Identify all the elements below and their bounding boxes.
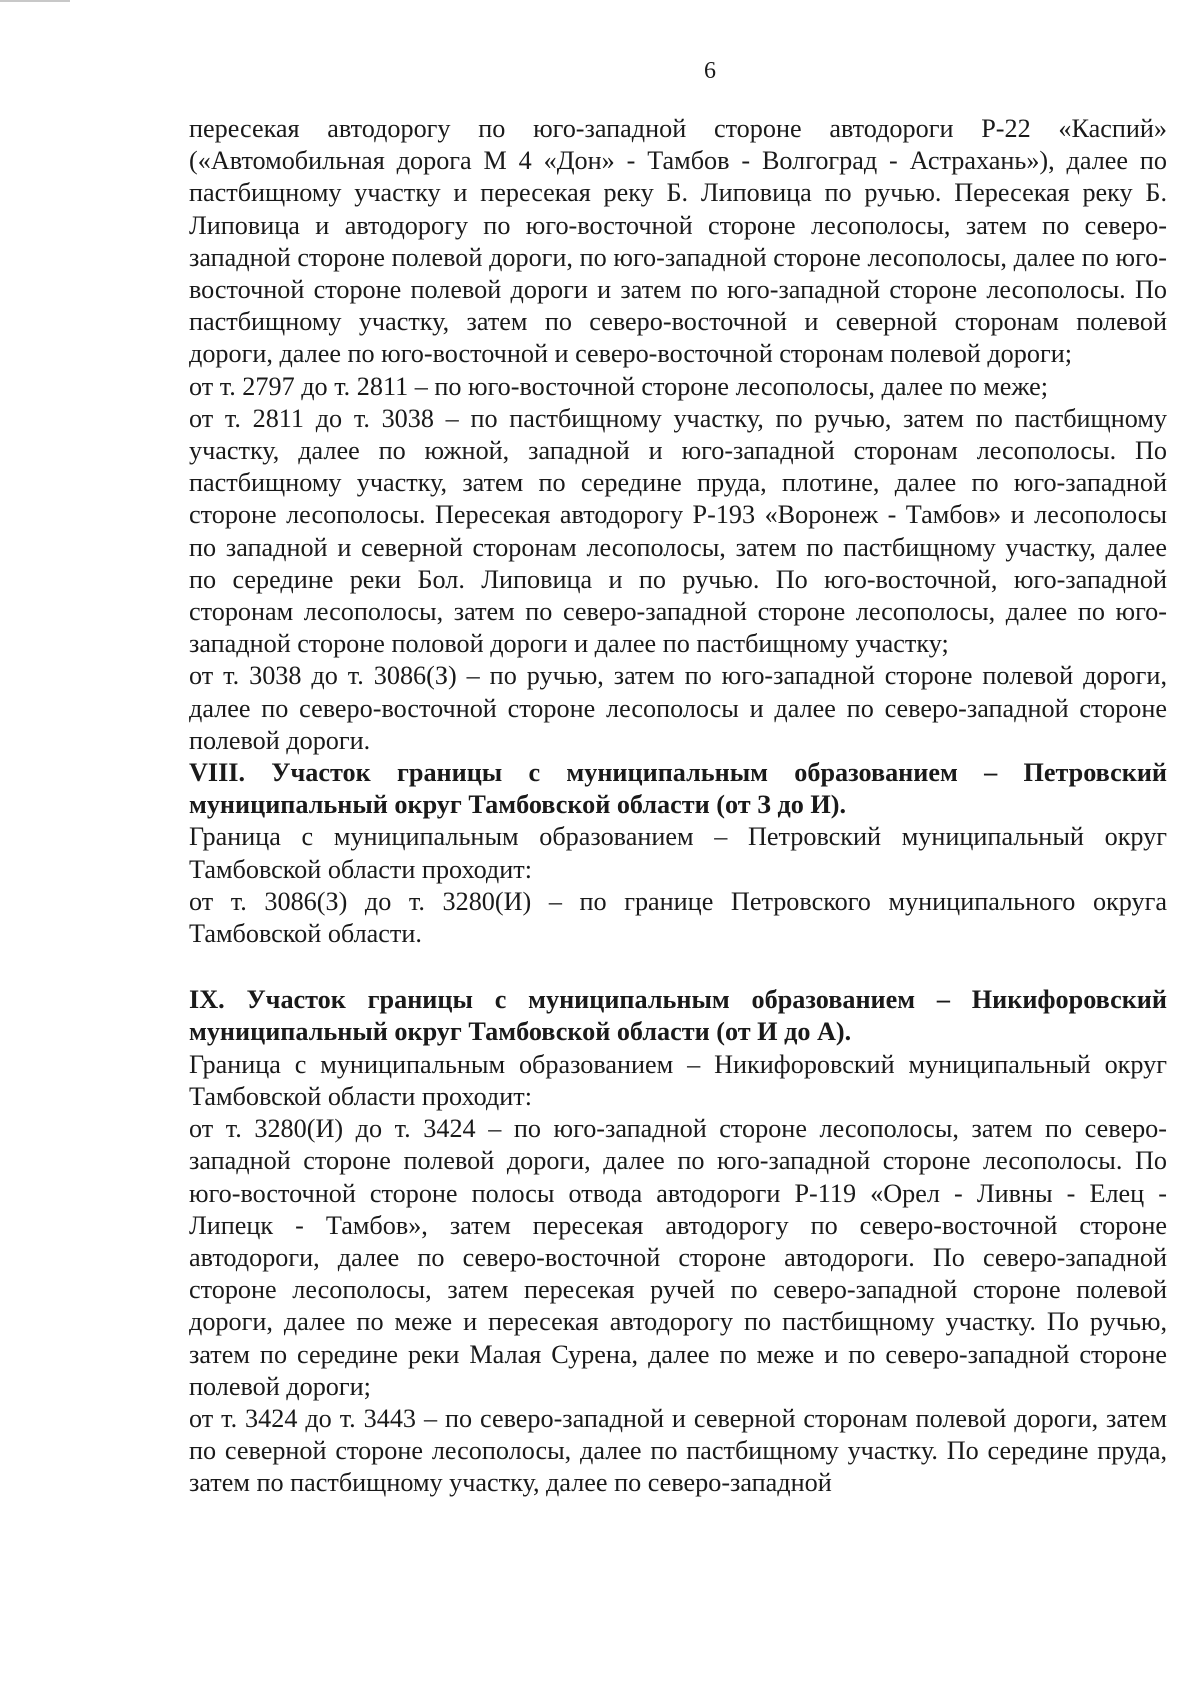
section-ix-heading: IX. Участок границы с муниципальным образованием – Никифоровский муниципальный округ Тамбовской области (от И до А). bbox=[189, 985, 1167, 1047]
paragraph-continuation: пересекая автодорогу по юго-западной стороне автодороги Р-22 «Каспий» («Автомобильная дорога М 4 «Дон» - Тамбов - Волгоград - Астрахань»), далее по пастбищному участку и пересекая реку Б. Липовица по ручью. Пересекая реку Б. Липовица и автодорогу по юго-восточной стороне лесополосы, затем по северо-западной стороне полевой дороги, по юго-западной стороне лесополосы, далее по юго-восточной стороне полевой дороги и затем по юго-западной стороне лесополосы. По пастбищному участку, затем по северо-восточной и северной сторонам полевой дороги, далее по юго-восточной и северо-восточной сторонам полевой дороги; bbox=[189, 114, 1167, 369]
section-viii-segment: от т. 3086(З) до т. 3280(И) – по границе Петровского муниципального округа Тамбовской области. bbox=[189, 886, 1167, 949]
page-number: 6 bbox=[704, 58, 716, 84]
paragraph-segment-3038-3086: от т. 3038 до т. 3086(З) – по ручью, затем по юго-западной стороне полевой дороги, далее по северо-восточной стороне лесополосы и далее по северо-западной стороне полевой дороги. bbox=[189, 661, 1167, 755]
paragraph-segment-2811-3038: от т. 2811 до т. 3038 – по пастбищному участку, по ручью, затем по пастбищному участку, далее по южной, западной и юго-западной сторонам лесополосы. По пастбищному участку, затем по середине пруда, плотине, далее по юго-западной стороне лесополосы. Пересекая автодорогу Р-193 «Воронеж - Тамбов» и лесополосы по западной и северной сторонам лесополосы, затем по пастбищному участку, далее по середине реки Бол. Липовица и по ручью. По юго-восточной, юго-западной сторонам лесополосы, затем по северо-западной стороне лесополосы, далее по юго-западной стороне половой дороги и далее по пастбищному участку; bbox=[189, 403, 1167, 659]
section-ix-segment-3280-3424: от т. 3280(И) до т. 3424 – по юго-западной стороне лесополосы, затем по северо-западной стороне полевой дороги, далее по юго-западной стороне лесополосы. По юго-восточной стороне полосы отвода автодороги Р-119 «Орел - Ливны - Елец - Липецк - Тамбов», затем пересекая автодорогу по северо-восточной стороне автодороги, далее по северо-восточной стороне автодороги. По северо-западной стороне лесополосы, затем пересекая ручей по северо-западной стороне полевой дороги, далее по меже и пересекая автодорогу по пастбищному участку. По ручью, затем по середине реки Малая Сурена, далее по меже и по северо-западной стороне полевой дороги; bbox=[189, 1114, 1167, 1401]
section-viii-heading: VIII. Участок границы с муниципальным образованием – Петровский муниципальный округ Тамбовской области (от З до И). bbox=[189, 758, 1167, 820]
section-ix-segment-3424-3443: от т. 3424 до т. 3443 – по северо-западной и северной сторонам полевой дороги, затем по северной стороне лесополосы, далее по пастбищному участку. По середине пруда, затем по пастбищному участку, далее по северо-западной bbox=[189, 1403, 1167, 1498]
scan-edge-mark bbox=[0, 0, 70, 2]
section-ix-intro: Граница с муниципальным образованием – Никифоровский муниципальный округ Тамбовской области проходит: bbox=[189, 1049, 1167, 1111]
section-spacer bbox=[189, 950, 1167, 984]
paragraph-segment-2797-2811: от т. 2797 до т. 2811 – по юго-восточной стороне лесополосы, далее по меже; bbox=[189, 371, 1049, 401]
document-body bbox=[189, 113, 1167, 1500]
section-viii-intro: Граница с муниципальным образованием – Петровский муниципальный округ Тамбовской области проходит: bbox=[189, 822, 1167, 884]
